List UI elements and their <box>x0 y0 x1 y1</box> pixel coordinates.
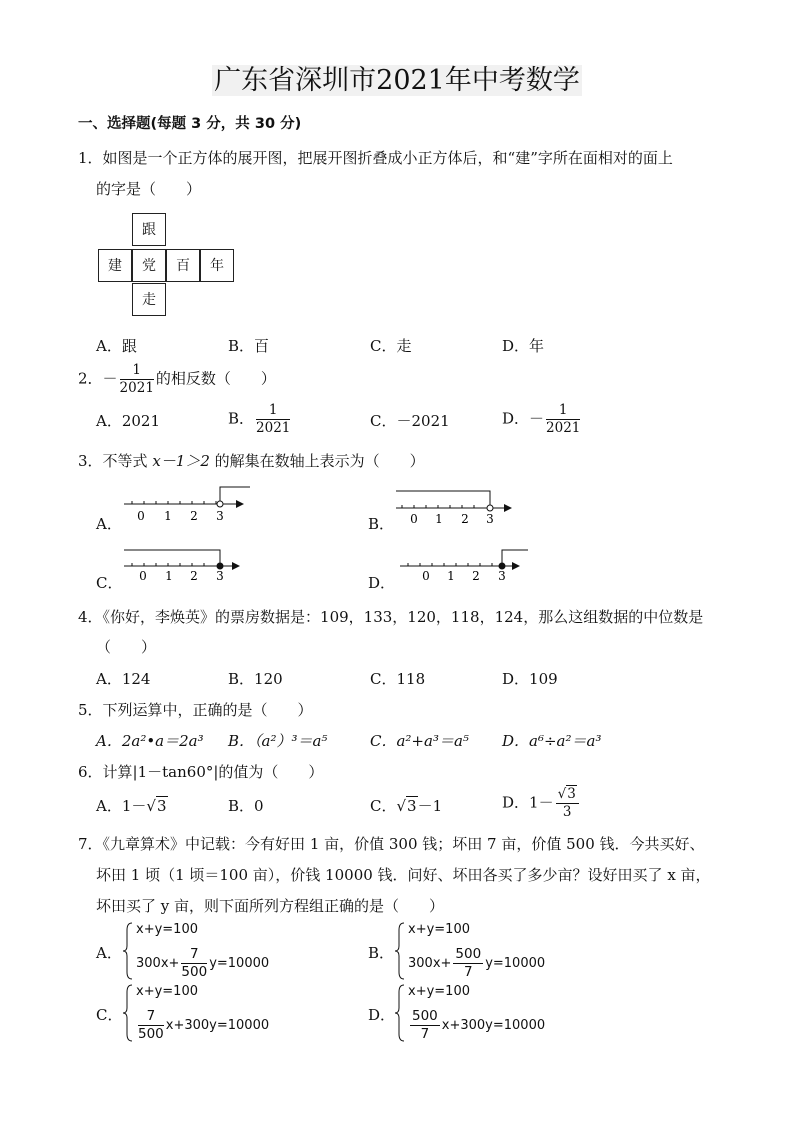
q6-stem: 6．计算|1－tan60°|的值为（ ） <box>78 763 324 781</box>
q2-option-b[interactable]: B． $\frac{1}{2021}$ <box>228 402 291 436</box>
q7-option-d[interactable] <box>394 984 564 1042</box>
q3-numberline-d[interactable] <box>396 542 536 588</box>
net-cell-top: 跟 <box>132 213 166 246</box>
q2-option-a[interactable]: A．2021 <box>96 412 161 430</box>
equation-2: 300x+ $\frac{7}{500}$ y=10000 <box>136 946 270 980</box>
tick-label: 2 <box>190 509 198 523</box>
net-cell-nian: 年 <box>200 249 234 282</box>
q6-option-c[interactable]: C．√3－1 <box>370 797 443 815</box>
tick-label: 2 <box>190 569 198 583</box>
equation-1: x+y=100 <box>408 984 470 999</box>
net-cell-bottom: 走 <box>132 283 166 316</box>
q7-option-b[interactable] <box>394 922 564 980</box>
q4-line1: 4．《你好，李焕英》的票房数据是：109，133，120，118，124，那么这组数据的中位数是 <box>78 608 704 626</box>
tick-label: 1 <box>447 569 455 583</box>
q4-option-a[interactable]: A．124 <box>96 670 151 688</box>
tick-label: 3 <box>216 569 224 583</box>
q7-line3: 坏田买了 y 亩，则下面所列方程组正确的是（ ） <box>96 897 445 915</box>
q5-option-b[interactable]: B．（a²）³＝a⁵ <box>228 732 328 750</box>
q7-option-a-label[interactable]: A． <box>96 944 122 962</box>
q2-option-d[interactable]: D．－ $\frac{1}{2021}$ <box>502 402 581 436</box>
q7-line1: 7．《九章算术》中记载：今有好田 1 亩，价值 300 钱；坏田 7 亩，价值 500 钱．今共买好、 <box>78 835 705 853</box>
q1-option-c[interactable]: C．走 <box>370 337 412 355</box>
q7-option-c[interactable] <box>122 984 292 1042</box>
q1-option-a[interactable]: A．跟 <box>96 337 137 355</box>
q4-line2: （ ） <box>96 638 157 656</box>
tick-label: 3 <box>216 509 224 523</box>
q7-line2: 坏田 1 顷（1 顷＝100 亩），价钱 10000 钱．问好、坏田各买了多少亩？设好田买了 x 亩， <box>96 866 711 884</box>
q3-stem: 3．不等式 x－1＞2 的解集在数轴上表示为（ ） <box>78 452 425 470</box>
tick-label: 2 <box>461 512 469 526</box>
equation-1: x+y=100 <box>408 922 470 937</box>
equation-2: 300x+ $\frac{500}{7}$ y=10000 <box>408 946 546 980</box>
tick-label: 1 <box>164 509 172 523</box>
page-title: 广东省深圳市2021年中考数学 <box>214 65 580 96</box>
tick-label: 1 <box>435 512 443 526</box>
q6-option-a[interactable]: A．1－√3 <box>96 797 167 815</box>
net-cell-jian: 建 <box>98 249 132 282</box>
tick-label: 0 <box>422 569 430 583</box>
q1-line1: 1．如图是一个正方体的展开图，把展开图折叠成小正方体后，和“建”字所在面相对的面上 <box>78 149 673 167</box>
q1-line2: 的字是（ ） <box>96 180 202 198</box>
equation-2: $\frac{500}{7}$ x+300y=10000 <box>412 1008 546 1042</box>
q5-option-a[interactable]: A．2a²•a＝2a³ <box>96 732 204 750</box>
q6-option-d[interactable]: D．1－ $\frac{√3}{3}$ <box>502 786 581 821</box>
equation-1: x+y=100 <box>136 984 198 999</box>
q3-option-b[interactable]: B． <box>368 515 395 533</box>
tick-label: 0 <box>137 509 145 523</box>
q3-option-c[interactable]: C． <box>96 574 123 592</box>
q3-option-d[interactable]: D． <box>368 574 396 592</box>
q3-option-a[interactable]: A． <box>96 515 122 533</box>
q3-numberline-a[interactable] <box>118 482 258 528</box>
q5-option-d[interactable]: D．a⁶÷a²＝a³ <box>502 732 602 750</box>
q2-option-c[interactable]: C．－2021 <box>370 412 450 430</box>
tick-label: 0 <box>410 512 418 526</box>
q4-option-c[interactable]: C．118 <box>370 670 426 688</box>
tick-label: 3 <box>486 512 494 526</box>
q6-option-b[interactable]: B．0 <box>228 797 264 815</box>
q3-numberline-b[interactable] <box>392 482 522 528</box>
q4-option-b[interactable]: B．120 <box>228 670 283 688</box>
tick-label: 1 <box>165 569 173 583</box>
tick-label: 2 <box>472 569 480 583</box>
section-heading: 一、选择题(每题 3 分，共 30 分) <box>78 116 302 132</box>
equation-1: x+y=100 <box>136 922 198 937</box>
tick-label: 3 <box>498 569 506 583</box>
q7-option-a[interactable] <box>122 922 292 980</box>
q1-option-b[interactable]: B．百 <box>228 337 270 355</box>
cube-net <box>98 213 238 317</box>
net-cell-dang: 党 <box>132 249 166 282</box>
net-cell-bai: 百 <box>166 249 200 282</box>
q7-option-b-label[interactable]: B． <box>368 944 395 962</box>
q7-option-c-label[interactable]: C． <box>96 1006 123 1024</box>
q1-option-d[interactable]: D．年 <box>502 337 545 355</box>
q5-option-c[interactable]: C．a²+a³＝a⁵ <box>370 732 469 750</box>
q2-stem: 2．－ $\frac{1}{2021}$ 的相反数（ ） <box>78 362 276 396</box>
q5-stem: 5．下列运算中，正确的是（ ） <box>78 701 313 719</box>
tick-label: 0 <box>139 569 147 583</box>
q3-numberline-c[interactable] <box>118 542 248 588</box>
q7-option-d-label[interactable]: D． <box>368 1006 396 1024</box>
q4-option-d[interactable]: D．109 <box>502 670 558 688</box>
equation-2: $\frac{7}{500}$ x+300y=10000 <box>138 1008 270 1042</box>
